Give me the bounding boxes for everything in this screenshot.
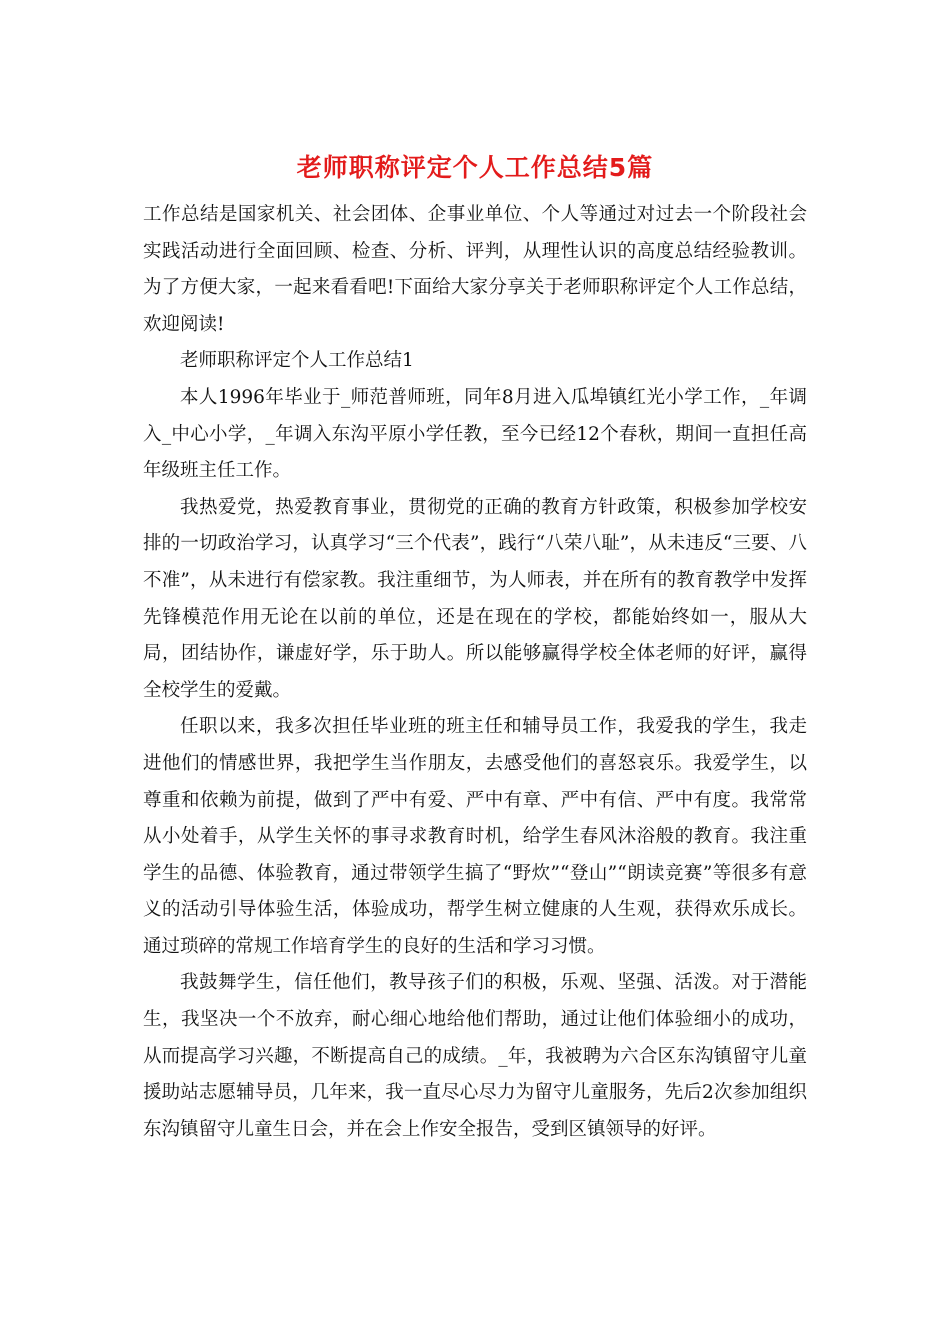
body-paragraph: 我鼓舞学生，信任他们，教导孩子们的积极，乐观、坚强、活泼。对于潜能生，我坚决一个不放弃，耐心细心地给他们帮助，通过让他们体验细小的成功，从而提高学习兴趣，不断提高自己的成绩。_年，我被聘为六合区东沟镇留守儿童援助站志愿辅导员，几年来，我一直尽心尽力为留守儿童服务，先后2次参加组织东沟镇留守儿童生日会，并在会上作安全报告，受到区镇领导的好评。 [143, 972, 807, 1140]
body-paragraph: 任职以来，我多次担任毕业班的班主任和辅导员工作，我爱我的学生，我走进他们的情感世界，我把学生当作朋友，去感受他们的喜怒哀乐。我爱学生，以尊重和依赖为前提，做到了严中有爱、严中有章、严中有信、严中有度。我常常从小处着手，从学生关怀的事寻求教育时机，给学生春风沐浴般的教育。我注重学生的品德、体验教育，通过带领学生搞了“野炊”“登山”“朗读竞赛”等很多有意义的活动引导体验生活，体验成功，帮学生树立健康的人生观，获得欢乐成长。通过琐碎的常规工作培育学生的良好的生活和学习习惯。 [143, 716, 807, 957]
body-paragraph: 我热爱党，热爱教育事业，贯彻党的正确的教育方针政策，积极参加学校安排的一切政治学习，认真学习“三个代表”，践行“八荣八耻”，从未违反“三要、八不准”，从未进行有偿家教。我注重细节，为人师表，并在所有的教育教学中发挥先锋模范作用无论在以前的单位，还是在现在的学校，都能始终如一，服从大局，团结协作，谦虚好学，乐于助人。所以能够赢得学校全体老师的好评，赢得全校学生的爱戴。 [143, 496, 807, 701]
intro-paragraph: 工作总结是国家机关、社会团体、企事业单位、个人等通过对过去一个阶段社会实践活动进行全面回顾、检查、分析、评判，从理性认识的高度总结经验教训。为了方便大家，一起来看看吧!下面给大家分享关于老师职称评定个人工作总结，欢迎阅读! [143, 204, 808, 335]
document-body [143, 197, 807, 1148]
section-heading: 老师职称评定个人工作总结1 [180, 350, 414, 372]
document-title: 老师职称评定个人工作总结5篇 [296, 153, 654, 182]
body-paragraph: 本人1996年毕业于_师范普师班，同年8月进入瓜埠镇红光小学工作，_年调入_中心小学，_年调入东沟平原小学任教，至今已经12个春秋，期间一直担任高年级班主任工作。 [143, 386, 807, 482]
